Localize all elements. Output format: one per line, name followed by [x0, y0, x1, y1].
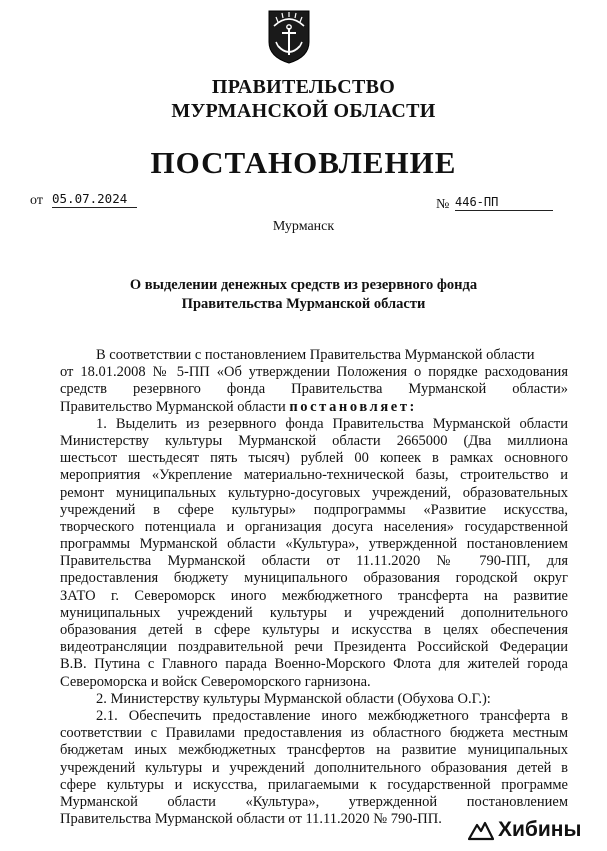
government-title-line-2: МУРМАНСКОЙ ОБЛАСТИ — [171, 100, 436, 122]
subject-line-2: Правительства Мурманской области — [181, 296, 426, 312]
paragraph-1-line: ремонт муниципальных культурно-досуговых учреждений, образовательных — [60, 484, 568, 501]
preamble-closing — [60, 399, 568, 416]
paragraph-2-1-line: соответствии с Правилами предоставления из областного бюджета местным — [60, 725, 568, 742]
preamble-line: Правительство Мурманской области — [60, 398, 286, 415]
number-label: № — [436, 197, 450, 212]
city-name: Мурманск — [272, 219, 335, 234]
decree-keyword: постановляет: — [289, 398, 417, 415]
paragraph-2-1-line: учреждений культуры и учреждений дополнительного образования детей в — [60, 759, 568, 776]
khibiny-mountain-logo-icon — [468, 819, 494, 841]
date-label: от — [30, 193, 43, 208]
paragraph-1-line: Министерству культуры Мурманской области 2665000 (Два миллиона — [60, 432, 568, 449]
paragraph-2-1-line: бюджетам иных межбюджетных трансфертов на развитие муниципальных — [60, 742, 568, 759]
document-body — [60, 347, 568, 828]
date-value: 05.07.2024 — [52, 191, 137, 208]
paragraph-2-1-line: сфере культуры и искусства, прилагаемыми к государственной программе — [60, 776, 568, 793]
paragraph-1-line: 1. Выделить из резервного фонда Правительства Мурманской области — [96, 415, 568, 432]
paragraph-1-line: мероприятия «Укрепление материально-технической базы, строительство и — [60, 467, 568, 484]
paragraph-1-line: творческого потенциала и организация досуга населения» государственной — [60, 518, 568, 535]
paragraph-1-line: шестьсот шестьдесят пять тысяч) рублей 00 копеек в рамках основного — [60, 450, 568, 467]
murmansk-coat-of-arms-icon — [266, 8, 312, 64]
paragraph-1-line: учреждений в сфере культуры» подпрограммы «Развитие искусства, — [60, 501, 568, 518]
subject-line-1: О выделении денежных средств из резервного фонда — [129, 277, 478, 293]
preamble-line: от 18.01.2008 № 5-ПП «Об утверждении Положения о порядке расходования — [60, 364, 568, 381]
paragraph-1-line: Североморска и войск Североморского гарнизона. — [60, 673, 371, 690]
government-title-line-1: ПРАВИТЕЛЬСТВО — [211, 76, 396, 98]
paragraph-2-1-line: 2.1. Обеспечить предоставление иного межбюджетного трансферта в — [96, 707, 568, 724]
document-type-title: ПОСТАНОВЛЕНИЕ — [150, 145, 457, 180]
paragraph-1-line: ЗАТО г. Североморск иного межбюджетного трансферта на развитие — [60, 587, 568, 604]
paragraph-2-1-line: Мурманской области «Культура», утвержденной постановлением — [60, 793, 568, 810]
preamble-line: средств резервного фонда Правительства Мурманской области» — [60, 381, 568, 398]
watermark-text: Хибины — [498, 818, 582, 841]
document-number: 446-ПП — [455, 195, 553, 211]
paragraph-1-line: предоставления бюджету муниципального образования городской округ — [60, 570, 568, 587]
watermark — [468, 818, 581, 842]
paragraph-1-line: В.В. Путина с Главного парада Военно-Морского Флота для жителей города — [60, 656, 568, 673]
paragraph-1-line: образования детей в сфере культуры и искусства в целях обеспечения — [60, 622, 568, 638]
paragraph-2-line: 2. Министерству культуры Мурманской области (Обухова О.Г.): — [96, 690, 491, 707]
preamble-line: В соответствии с постановлением Правительства Мурманской области — [96, 347, 535, 363]
paragraph-1-line: Правительства Мурманской области от 11.11.2020 № 790-ПП, для — [60, 553, 568, 570]
paragraph-1-line: муниципальных учреждений культуры и учреждений дополнительного — [60, 604, 568, 621]
paragraph-1-line: видеотрансляции поздравительной речи Президента Российской Федерации — [60, 639, 568, 656]
paragraph-1-line: программы Мурманской области «Культура», утвержденной постановлением — [60, 536, 568, 553]
paragraph-2-1-line: Правительства Мурманской области от 11.11.2020 № 790-ПП. — [60, 811, 442, 828]
